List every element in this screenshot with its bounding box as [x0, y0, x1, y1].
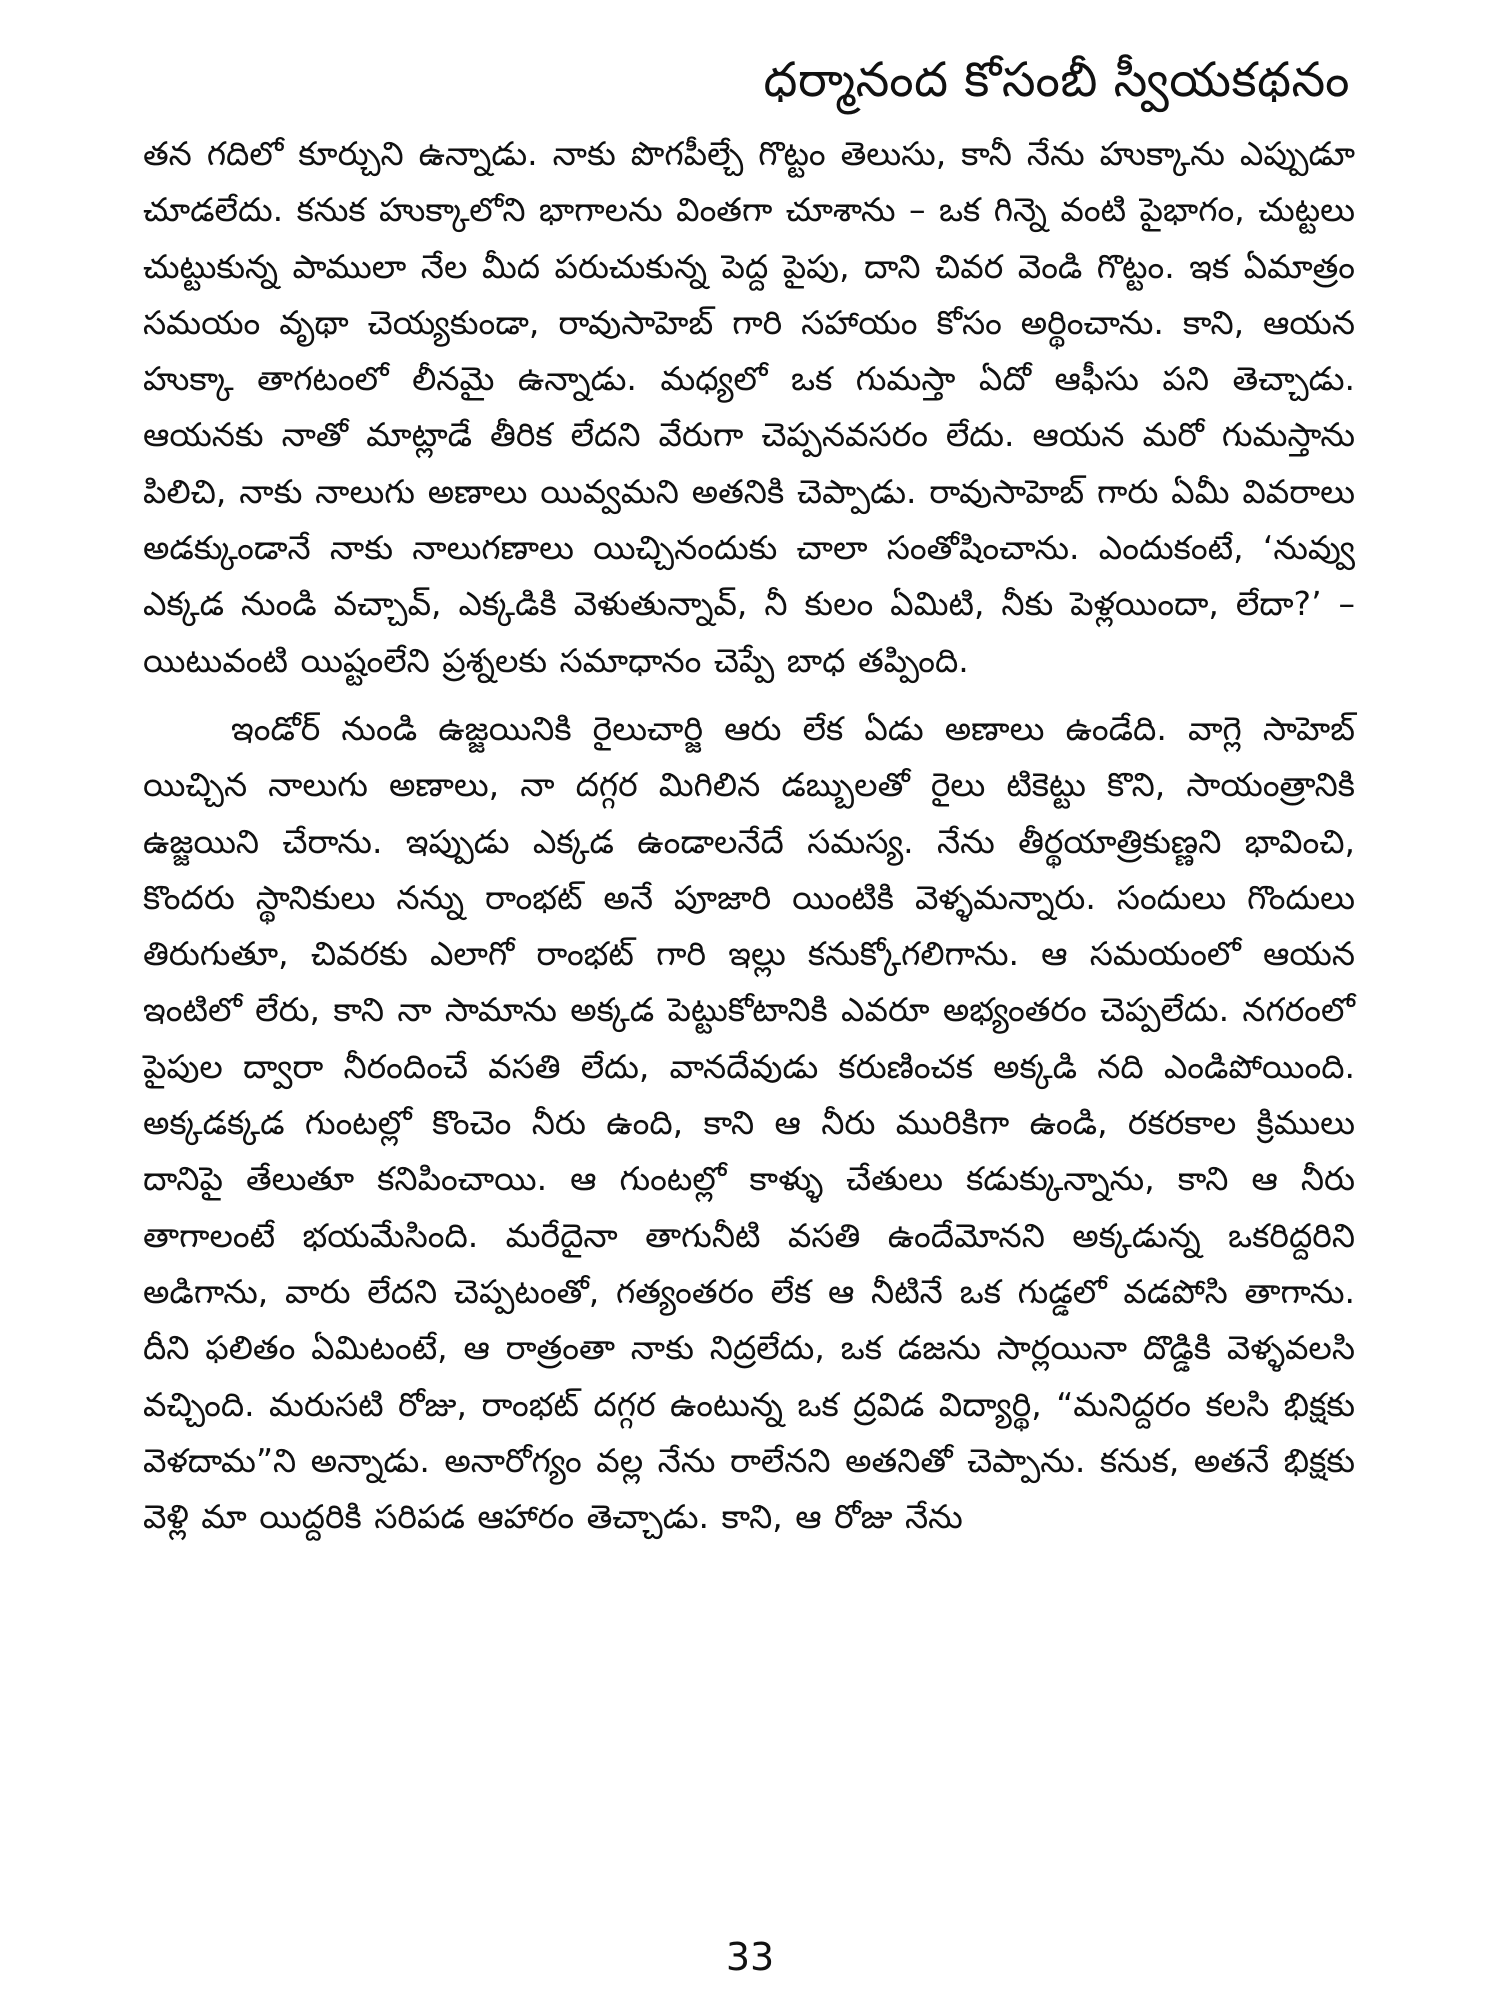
paragraph-indented: ఇండోర్ నుండి ఉజ్జయినికి రైలుచార్జి ఆరు లేక ఏడు అణాలు ఉండేది. వాగ్లె సాహెబ్ యిచ్చిన నాలుగు అణాలు, నా దగ్గర మిగిలిన డబ్బులతో రైలు టికెట్టు కొని, సాయంత్రానికి ఉజ్జయిని చేరాను. ఇప్పుడు ఎక్కడ ఉండాలనేదే సమస్య. నేను తీర్థయాత్రికుణ్ణని భావించి, కొందరు స్థానికులు నన్ను రాంభట్ అనే పూజారి యింటికి వెళ్ళమన్నారు. సందులు గొందులు తిరుగుతూ, చివరకు ఎలాగో రాంభట్ గారి ఇల్లు కనుక్కోగలిగాను. ఆ సమయంలో ఆయన ఇంటిలో లేరు, కాని నా సామాను అక్కడ పెట్టుకోటానికి ఎవరూ అభ్యంతరం చెప్పలేదు. నగరంలో పైపుల ద్వారా నీరందించే వసతి లేదు, వానదేవుడు కరుణించక అక్కడి నది ఎండిపోయింది. అక్కడక్కడ గుంటల్లో కొంచెం నీరు ఉంది, కాని ఆ నీరు మురికిగా ఉండి, రకరకాల క్రిములు దానిపై తేలుతూ కనిపించాయి. ఆ గుంటల్లో కాళ్ళు చేతులు కడుక్కున్నాను, కాని ఆ నీరు తాగాలంటే భయమేసింది. మరేదైనా తాగునీటి వసతి ఉందేమోనని అక్కడున్న ఒకరిద్దరిని అడిగాను, వారు లేదని చెప్పటంతో, గత్యంతరం లేక ఆ నీటినే ఒక గుడ్డలో వడపోసి తాగాను. దీని ఫలితం ఏమిటంటే, ఆ రాత్రంతా నాకు నిద్రలేదు, ఒక డజను సార్లయినా దొడ్డికి వెళ్ళవలసి వచ్చింది. మరుసటి రోజు, రాంభట్ దగ్గర ఉంటున్న ఒక ద్రవిడ విద్యార్థి, “మనిద్దరం కలసి భిక్షకు వెళదామ”ని అన్నాడు. అనారోగ్యం వల్ల నేను రాలేనని అతనితో చెప్పాను. కనుక, అతనే భిక్షకు వెళ్లి మా యిద్దరికి సరిపడ ఆహారం తెచ్చాడు. కాని, ఆ రోజు నేను — [143, 708, 1355, 1537]
body-text — [143, 126, 1355, 1545]
running-header-title: ధర్మానంద కోసంబీ స్వీయకథనం — [763, 52, 1350, 108]
page-number: 33 — [725, 1935, 775, 1979]
paragraph-continued: తన గదిలో కూర్చుని ఉన్నాడు. నాకు పొగపీల్చే గొట్టం తెలుసు, కానీ నేను హుక్కాను ఎప్పుడూ చూడలేదు. కనుక హుక్కాలోని భాగాలను వింతగా చూశాను – ఒక గిన్నె వంటి పైభాగం, చుట్టలు చుట్టుకున్న పాములా నేల మీద పరుచుకున్న పెద్ద పైపు, దాని చివర వెండి గొట్టం. ఇక ఏమాత్రం సమయం వృథా చెయ్యకుండా, రావుసాహెబ్ గారి సహాయం కోసం అర్థించాను. కాని, ఆయన హుక్కా తాగటంలో లీనమై ఉన్నాడు. మధ్యలో ఒక గుమస్తా ఏదో ఆఫీసు పని తెచ్చాడు. ఆయనకు నాతో మాట్లాడే తీరిక లేదని వేరుగా చెప్పనవసరం లేదు. ఆయన మరో గుమస్తాను పిలిచి, నాకు నాలుగు అణాలు యివ్వమని అతనికి చెప్పాడు. రావుసాహెబ్ గారు ఏమీ వివరాలు అడక్కుండానే నాకు నాలుగణాలు యిచ్చినందుకు చాలా సంతోషించాను. ఎందుకంటే, ‘నువ్వు ఎక్కడ నుండి వచ్చావ్, ఎక్కడికి వెళుతున్నావ్, నీ కులం ఏమిటి, నీకు పెళ్లయిందా, లేదా?’ – యిటువంటి యిష్టంలేని ప్రశ్నలకు సమాధానం చెప్పే బాధ తప్పింది. — [143, 134, 1355, 680]
